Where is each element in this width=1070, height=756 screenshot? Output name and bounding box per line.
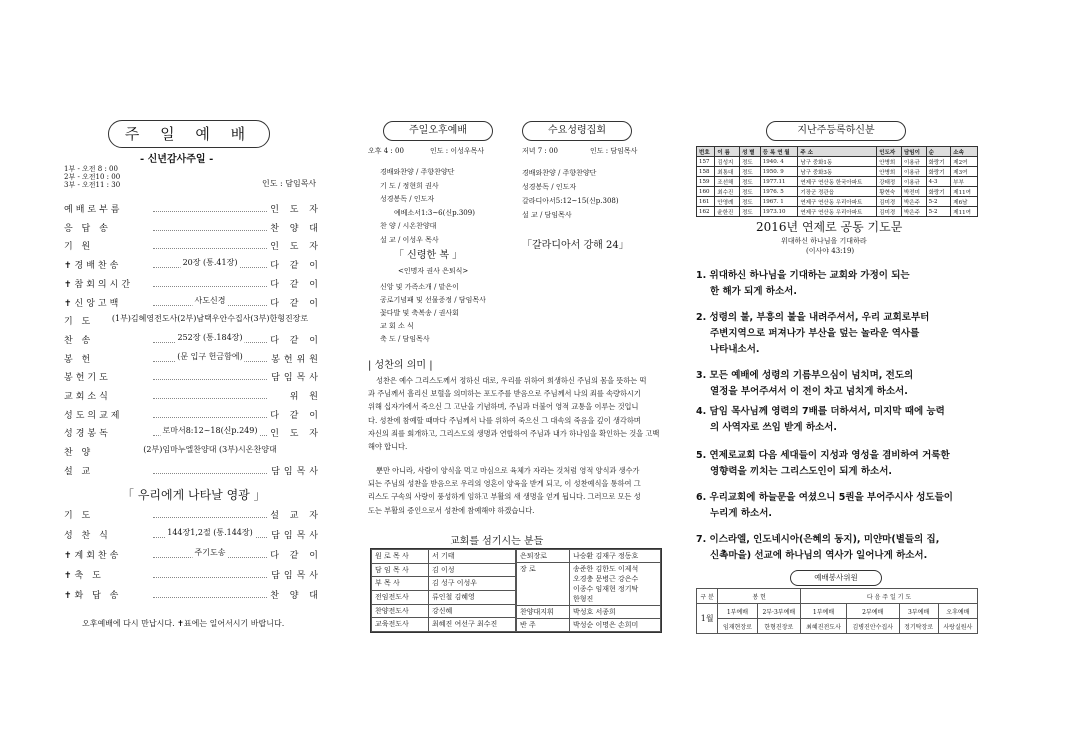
server-role: 교육전도사	[372, 618, 429, 632]
order-label: 응 답 송	[64, 223, 111, 234]
registrant-cell: 박은주	[901, 207, 926, 217]
prayer-subtitle: 위대하신 하나님을 기대하라	[781, 237, 867, 245]
wednesday-line: 경배와찬양 / 주향찬양단	[522, 169, 597, 177]
registrant-cell: 1977.11	[760, 177, 798, 187]
duty-cell: 최혜진전도사	[801, 619, 847, 634]
order-row	[64, 202, 322, 216]
order-detail: (1부)김혜영전도사(2부)남택우안수집사(3부)한형진장로	[111, 314, 309, 324]
afternoon-leader: 인도 : 이성우목사	[430, 147, 485, 155]
prayer-item	[696, 368, 976, 400]
server-role: 반 주	[517, 619, 570, 632]
registrants-header-cell: 주 소	[798, 147, 877, 157]
meaning-line: 위해 십자가에서 죽으신 그 고난을 기념하며, 주님과 더불어 영적 교통을 이루는 것입니	[368, 402, 639, 412]
order-leader-dots	[153, 509, 267, 518]
order-leader-dots	[153, 589, 267, 598]
server-names: 김 이성	[429, 563, 516, 577]
registrant-cell: 제11여	[951, 187, 978, 197]
registrant-cell: 남구 중화1동	[798, 157, 877, 167]
wednesday-time: 저녁 7 : 00	[522, 147, 558, 155]
server-row	[372, 550, 516, 564]
order-leader-dots	[153, 529, 267, 538]
registrant-cell: 강태정	[877, 177, 902, 187]
afternoon-line: 기 도 / 정현희 권사	[380, 181, 439, 190]
server-row	[372, 618, 516, 632]
server-row	[517, 606, 661, 619]
order-label: ✝경배찬송	[64, 261, 122, 272]
order-row	[64, 221, 322, 235]
prayer-line: 한 해가 되게 하소서.	[710, 286, 797, 297]
server-names: 박성호 서종희	[570, 606, 661, 619]
order-leader-dots	[153, 334, 267, 343]
duty-title: 예배봉사위원	[790, 570, 882, 586]
registrant-cell: 조선해	[715, 177, 740, 187]
registrant-cell: 157	[697, 157, 715, 167]
prayer-item	[696, 490, 976, 522]
order-leader-dots	[153, 297, 267, 306]
ceremony-line: 공로기념패 및 선물증정 / 담임목사	[380, 296, 486, 304]
registrant-cell: 정도	[740, 207, 761, 217]
order-leader-dots	[153, 222, 267, 231]
order-person: 찬 양 대	[270, 591, 322, 601]
registrant-cell: 제2여	[951, 157, 978, 167]
registrant-row	[697, 187, 978, 197]
server-names: 최혜진 여선구 최수진	[429, 618, 516, 632]
prayer-item	[696, 310, 976, 358]
prayer-line: 신촉마을) 선교에 하나님의 역사가 일어나게 하소서.	[710, 550, 928, 561]
registrant-cell: 김성지	[715, 157, 740, 167]
server-row	[372, 604, 516, 618]
server-names: 서 기태	[429, 550, 516, 564]
server-row	[517, 619, 661, 632]
order-person: 다 같 이	[270, 335, 322, 346]
registrant-cell: 안병희	[877, 157, 902, 167]
order-row	[64, 389, 322, 403]
registrants-header-cell: 소속	[951, 147, 978, 157]
server-role: 장 로	[517, 563, 570, 606]
order-person: 인 도 자	[270, 242, 322, 253]
registrants-table	[696, 146, 978, 217]
registrant-cell: 160	[697, 187, 715, 197]
order-detail: 20장 (통.41장)	[182, 258, 238, 268]
afternoon-sermon: 「 신령한 복 」	[394, 250, 463, 261]
prayer-line: 열정을 부어주셔서 이 전이 차고 넘치게 하소서.	[710, 386, 908, 397]
registrant-cell: 1973.10	[760, 207, 798, 217]
order-leader-dots	[153, 427, 267, 436]
sermon-title: 「 우리에게 나타날 영광 」	[122, 488, 266, 502]
ceremony-order	[380, 281, 486, 346]
sunday-worship-title: 주 일 예 배	[108, 120, 270, 148]
registrant-cell: 황현숙	[877, 187, 902, 197]
registrant-cell: 연제구 연산동 우리아파트	[798, 197, 877, 207]
prayer-item	[696, 448, 976, 480]
prayer-item	[696, 268, 976, 300]
afternoon-line: 성경봉독 / 인도자	[380, 195, 435, 203]
registrant-cell: 연제구 연산동 한국아파트	[798, 177, 877, 187]
registrants-header-cell: 등 록 연 월	[760, 147, 798, 157]
prayer-line: 1. 위대하신 하나님을 기대하는 교회와 가정이 되는	[696, 270, 910, 281]
registrant-cell: 제11여	[951, 207, 978, 217]
registrant-cell: 연제구 연산동 우리아파트	[798, 207, 877, 217]
worship-leader: 인도 : 담임목사	[262, 179, 317, 188]
prayer-title: 2016년 연제로 공동 기도문	[756, 220, 903, 234]
prayer-line: 2. 성령의 불, 부흥의 불을 내려주셔서, 우리 교회로부터	[696, 312, 930, 323]
order-label: 찬 양	[64, 448, 94, 459]
order-detail: 사도신경	[194, 295, 226, 305]
server-names: 김 성구 이성우	[429, 577, 516, 591]
order-label: 찬 송	[64, 335, 94, 346]
wednesday-leader: 인도 : 담임목사	[590, 147, 638, 155]
meaning-heading: | 성찬의 의미 |	[368, 360, 433, 371]
registrant-cell: 5-2	[926, 207, 951, 217]
server-row	[372, 590, 516, 604]
order-row	[64, 568, 322, 582]
registrant-cell: 김미경	[877, 197, 902, 207]
server-role: 담 임 목 사	[372, 563, 429, 577]
meaning-line: 성찬은 예수 그리스도께서 정하신 대로, 우리를 위하여 희생하신 주님의 몸을 뜻하는 떡	[376, 376, 647, 385]
order-label: 성도의교제	[64, 410, 123, 421]
prayer-line: 6. 우리교회에 하늘문을 여셨으니 5퀀을 부어주시사 성도들이	[696, 492, 953, 503]
order-person: 인 도 자	[270, 205, 322, 215]
afternoon-line: 설 교 / 이성우 목사	[380, 235, 439, 244]
server-names: 류인철 김혜영	[429, 590, 516, 604]
duty-sub: 1부예배	[801, 604, 847, 619]
order-row	[64, 333, 322, 347]
order-row	[64, 548, 322, 562]
registrant-row	[697, 197, 978, 207]
registrant-cell: 159	[697, 177, 715, 187]
prayer-line: 5. 연제로교회 다음 세대들이 지성과 영성을 겸비하여 거룩한	[696, 450, 950, 461]
order-row	[64, 258, 322, 272]
order-person: 위 원	[289, 392, 322, 402]
wednesday-line: 성경봉독 / 인도자	[522, 183, 577, 191]
duty-header-prayer: 다 음 주 일 기 도	[801, 589, 978, 604]
order-label: 봉헌기도	[64, 373, 111, 384]
order-detail: 주기도송	[194, 548, 226, 557]
meaning-line: 리스도 구속의 사랑이 풍성하게 임하고 부활의 새 생명을 얻게 됩니다. 그러므로 모든 성	[368, 492, 641, 502]
order-detail: 144장1,2절 (통.144장)	[167, 528, 253, 537]
duty-sub: 1부예배	[718, 604, 757, 619]
registrant-cell: 정도	[740, 187, 761, 197]
order-person: 인 도 자	[270, 429, 322, 440]
servers-left-table	[371, 549, 516, 632]
server-row	[517, 550, 661, 563]
time-3: 3부 - 오전11 : 30	[64, 181, 121, 189]
order-row	[64, 508, 322, 522]
duty-sub: 3부예배	[899, 604, 938, 619]
registrant-cell: 제3여	[951, 167, 978, 177]
order-person: 찬 양 대	[270, 223, 322, 234]
afternoon-line: 예베소서1:3~6(신p.309)	[394, 208, 475, 217]
server-row	[372, 563, 516, 577]
order-detail: (문 입구 헌금함에)	[177, 351, 243, 361]
registrant-cell: 최통대	[715, 167, 740, 177]
registrant-cell: 최수진	[715, 187, 740, 197]
meaning-line: 뿐만 아니라, 사람이 양식을 먹고 마심으로 육체가 자라는 것처럼 영적 양식과 생수가	[376, 466, 640, 475]
servers-table	[370, 548, 662, 633]
afternoon-line: 찬 양 / 시온찬양대	[380, 222, 437, 230]
order-label: 기 원	[64, 242, 94, 253]
afternoon-worship-title: 주일오후예배	[383, 121, 493, 141]
server-role: 은퇴장로	[517, 550, 570, 563]
prayer-line: 나타내소서.	[710, 344, 760, 355]
prayer-line: 7. 이스라엘, 인도네시아(은혜의 동지), 미얀마(별들의 집,	[696, 534, 940, 545]
registrant-row	[697, 207, 978, 217]
order-leader-dots	[153, 278, 267, 287]
prayer-line: 의 사역자로 쓰임 받게 하소서.	[710, 422, 837, 433]
order-row	[64, 370, 322, 384]
registrant-cell: 남구 중화3동	[798, 167, 877, 177]
meaning-line: 다. 성찬에 참예할 때마다 주님께서 나를 위하여 죽으신 그 대속의 죽음을 깊이 생각하며	[368, 415, 641, 425]
order-label: 설 교	[64, 466, 94, 477]
order-row	[64, 314, 322, 328]
server-names: 강신혜	[429, 604, 516, 618]
server-names: 나승환 김재구 정동호	[570, 550, 661, 563]
registrants-header-cell: 번호	[697, 147, 715, 157]
duty-header-category: 구 분	[697, 589, 718, 604]
order-leader-dots	[153, 371, 267, 380]
meaning-line: 되는 주님의 성찬을 받음으로 우리의 영혼이 양육을 받게 되고, 이 성찬예식을 통하여 그	[368, 479, 641, 489]
duty-sub: 2부예배	[846, 604, 899, 619]
prayer-line: 누리게 하소서.	[710, 508, 772, 519]
registrant-cell: 이용규	[901, 157, 926, 167]
order-row	[64, 408, 322, 422]
registrant-cell: 안병희	[877, 167, 902, 177]
registrant-cell: 158	[697, 167, 715, 177]
order-person: 다 같 이	[270, 551, 322, 561]
registrant-row	[697, 177, 978, 187]
order-person: 담임목사	[271, 466, 322, 477]
server-row	[372, 577, 516, 591]
wednesday-title: 수요성령집회	[522, 121, 632, 141]
registrant-cell: 기장군 정관읍	[798, 187, 877, 197]
order-person: 다 같 이	[270, 279, 322, 290]
registrant-cell: 정도	[740, 167, 761, 177]
order-label: 예배로부름	[64, 205, 123, 215]
meaning-line: 해야 합니다.	[368, 442, 408, 452]
registrant-cell: 1976. 5	[760, 187, 798, 197]
wednesday-sermon: 「갈라디아서 강해 24」	[522, 240, 629, 251]
order-label: ✝화 답 송	[64, 591, 122, 601]
order-leader-dots	[153, 569, 267, 578]
order-leader-dots	[153, 203, 267, 212]
server-row	[517, 563, 661, 606]
registrant-cell: 이용규	[901, 177, 926, 187]
ceremony-line: 신앙 및 가족소개 / 맡은이	[380, 283, 459, 291]
servers-right-table	[516, 549, 661, 632]
registrant-cell: 김미경	[877, 207, 902, 217]
ceremony-line: 교 회 소 식	[380, 322, 414, 330]
order-person: 다 같 이	[270, 298, 322, 309]
order-label: ✝참회의시간	[64, 279, 134, 290]
prayer-item	[696, 532, 976, 564]
wednesday-order	[522, 166, 619, 222]
registrant-cell: 박은주	[901, 197, 926, 207]
order-row	[64, 464, 322, 478]
order-label: 성경봉독	[64, 429, 111, 440]
order-leader-dots	[153, 549, 267, 558]
order-label: 기 도	[64, 317, 94, 328]
meaning-line: 자신의 죄를 회개하고, 그리스도의 생명과 연합하여 주님과 내가 하나임을 확인하는 것을 고백	[368, 428, 660, 438]
registrant-cell: 정도	[740, 197, 761, 207]
meaning-line: 도는 부활의 증인으로서 성찬에 참예해야 하겠습니다.	[368, 505, 535, 515]
afternoon-time: 오후 4 : 00	[368, 147, 404, 155]
order-label: ✝신앙고백	[64, 298, 122, 309]
retirement-ceremony: <인명자 권사 은퇴식>	[398, 267, 469, 275]
order-leader-dots	[111, 314, 309, 324]
server-role: 부 목 사	[372, 577, 429, 591]
order-person: 다 같 이	[270, 261, 322, 272]
server-role: 원 로 목 사	[372, 550, 429, 564]
duty-cell: 정기탁장로	[899, 619, 938, 634]
prayer-line: 3. 모든 예배에 성령의 기름부으심이 넘치며, 전도의	[696, 370, 914, 381]
time-2: 2부 - 오전10 : 00	[64, 173, 121, 181]
order-label: 기 도	[64, 511, 94, 521]
registrants-header-cell: 인도자	[877, 147, 902, 157]
order-leader-dots	[153, 465, 267, 474]
order-person: 담임목사	[271, 373, 322, 384]
registrant-cell: 5-2	[926, 197, 951, 207]
registrants-title: 지난주등록하신분	[766, 121, 906, 141]
afternoon-line: 경배와찬양 / 주향찬양단	[380, 168, 455, 176]
order-label: 봉 헌	[64, 354, 94, 365]
registrants-header-cell: 순	[926, 147, 951, 157]
registrants-header-cell: 담임이	[901, 147, 926, 157]
order-leader-dots	[153, 259, 267, 268]
duty-cell: 임재현장로	[718, 619, 757, 634]
registrant-cell: 4-3	[926, 177, 951, 187]
order-row	[64, 445, 322, 459]
registrant-cell: 안영례	[715, 197, 740, 207]
duty-cell: 한형진장로	[757, 619, 801, 634]
registrant-cell: 박전미	[901, 187, 926, 197]
registrant-cell: 제6남	[951, 197, 978, 207]
registrant-cell: 1940. 4	[760, 157, 798, 167]
duty-table	[696, 588, 978, 634]
wednesday-line: 갈라디아서5:12~15(신p.308)	[522, 197, 619, 205]
footer-note: 오후예배에 다시 만납시다. ✝표에는 일어서시기 바랍니다.	[82, 619, 285, 628]
registrant-cell: 1967. 1	[760, 197, 798, 207]
prayer-line: 4. 담임 목사님께 영력의 7배를 더하셔서, 미지막 때에 능력	[696, 406, 945, 417]
order-row	[64, 588, 322, 602]
registrant-cell: 화랑기	[926, 187, 951, 197]
server-role: 찬양대지휘	[517, 606, 570, 619]
meaning-line: 과 주님께서 흘리신 보혈을 의미하는 포도주를 받음으로 주님께서 나의 죄를 속량하시기	[368, 389, 641, 399]
duty-sub: 2부·3부예배	[757, 604, 801, 619]
registrant-cell: 윤한진	[715, 207, 740, 217]
duty-month: 1월	[697, 604, 718, 634]
registrants-header	[697, 147, 978, 157]
order-label: ✝계회찬송	[64, 551, 122, 561]
registrant-cell: 이용규	[901, 167, 926, 177]
meaning-paragraph-1	[368, 374, 660, 453]
order-label: 교회소식	[64, 392, 111, 402]
servers-title: 교회를 섬기시는 분들	[450, 536, 544, 547]
server-names: 박성순 이명은 손희미	[570, 619, 661, 632]
order-leader-dots	[153, 409, 267, 418]
service-times	[64, 165, 120, 189]
registrant-cell: 162	[697, 207, 715, 217]
duty-header-offering: 봉 헌	[718, 589, 801, 604]
time-1: 1부 - 오전 8 : 00	[64, 165, 118, 173]
registrant-cell: 부부	[951, 177, 978, 187]
registrant-cell: 161	[697, 197, 715, 207]
registrant-row	[697, 167, 978, 177]
order-leader-dots	[153, 240, 267, 249]
order-row	[64, 528, 322, 542]
registrant-cell: 정도	[740, 177, 761, 187]
prayer-reference: (이사야 43:19)	[806, 247, 855, 255]
order-label: 성 찬 식	[64, 531, 111, 541]
ceremony-line: 축 도 / 담임목사	[380, 335, 430, 343]
prayer-line: 영향력을 끼치는 그리스도인이 되게 하소서.	[710, 466, 893, 477]
registrant-cell: 정도	[740, 157, 761, 167]
registrant-cell: 화랑기	[926, 167, 951, 177]
order-row	[64, 277, 322, 291]
server-names: 송준한 김한도 이제석 오경충 문병근 강은수 이종수 임재현 정기탁 한형진	[570, 563, 661, 606]
server-role: 전임전도사	[372, 590, 429, 604]
order-leader-dots	[143, 445, 277, 455]
order-person: 담임목사	[271, 531, 322, 541]
order-person: 봉헌위원	[271, 354, 322, 365]
order-row	[64, 296, 322, 310]
order-row	[64, 426, 322, 440]
registrant-row	[697, 157, 978, 167]
order-row	[64, 352, 322, 366]
order-detail: (2부)임마누엘찬양대 (3부)시온찬양대	[143, 445, 277, 455]
ceremony-line: 꽃다발 및 축복송 / 권사회	[380, 309, 459, 317]
server-role: 찬양전도사	[372, 604, 429, 618]
order-detail: 로마서8:12~18(신p.249)	[162, 426, 258, 436]
registrant-cell: 1950. 9	[760, 167, 798, 177]
wednesday-line: 설 교 / 담임목사	[522, 211, 572, 219]
duty-sub: 오후예배	[938, 604, 977, 619]
order-leader-dots	[153, 353, 267, 362]
sunday-subtitle: - 신년감사주일 -	[140, 154, 214, 165]
order-person: 다 같 이	[270, 410, 322, 421]
order-person: 설 교 자	[270, 511, 322, 521]
afternoon-order	[380, 166, 475, 247]
prayer-item	[696, 404, 976, 436]
order-leader-dots	[153, 390, 267, 399]
order-person: 담임목사	[271, 571, 322, 581]
order-label: ✝축 도	[64, 571, 104, 581]
duty-cell: 사랑실원사	[938, 619, 977, 634]
order-row	[64, 239, 322, 253]
registrant-cell: 화랑기	[926, 157, 951, 167]
prayer-line: 주변지역으로 퍼져나가 부산을 덮는 놀라운 역사를	[710, 328, 920, 339]
registrants-header-cell: 이 름	[715, 147, 740, 157]
order-detail: 252장 (통.184장)	[177, 332, 243, 342]
registrants-header-cell: 성 별	[740, 147, 761, 157]
meaning-paragraph-2	[368, 464, 660, 517]
duty-cell: 김병진안수집사	[846, 619, 899, 634]
